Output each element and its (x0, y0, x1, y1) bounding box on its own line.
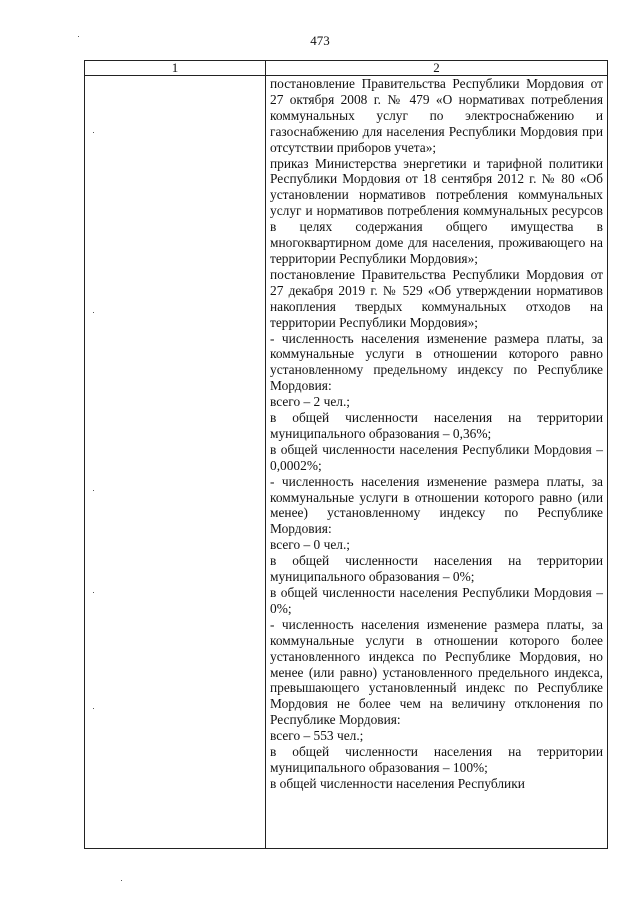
scan-speck (78, 36, 79, 37)
scan-speck (93, 592, 94, 593)
document-table (84, 60, 608, 849)
paragraph-municipal-share-2: в общей численности населения на территории муниципального образования – 0%; (270, 553, 603, 585)
cell-text (266, 76, 607, 792)
column-header-1: 1 (85, 61, 266, 76)
table-header-row (85, 61, 608, 76)
paragraph-total-2: всего – 2 чел.; (270, 394, 351, 410)
scan-speck (93, 132, 94, 133)
paragraph-order-2012: приказ Министерства энергетики и тарифной политики Республики Мордовия от 18 сентября 2012 г. № 80 «Об установлении нормативов потребления коммунальных услуг и нормативов потребления коммунальных ресурсов в целях содержания общего имущества в многоквартирном доме для населения, проживающего на территории Республики Мордовия»; (270, 155, 603, 266)
paragraph-republic-share-2: в общей численности населения Республики Мордовия – 0%; (270, 585, 603, 616)
page-number: 473 (310, 33, 330, 48)
scan-speck (93, 312, 94, 313)
paragraph-population-equal-limit: - численность населения изменение размера платы, за коммунальные услуги в отношении которого равно установленному предельному индексу по Республике Мордовия: (270, 330, 603, 394)
table-row (85, 76, 608, 849)
table-cell-column-1 (85, 76, 266, 849)
paragraph-municipal-share-3: в общей численности населения на территории муниципального образования – 100%; (270, 744, 603, 775)
table-cell-column-2 (266, 76, 608, 849)
paragraph-decree-2019: постановление Правительства Республики Мордовия от 27 декабря 2019 г. № 529 «Об утверждении нормативов накопления твердых коммунальных отходов на территории Республики Мордовия»; (270, 266, 603, 330)
paragraph-municipal-share-1: в общей численности населения на территории муниципального образования – 0,36%; (270, 410, 603, 441)
paragraph-republic-share-1: в общей численности населения Республики Мордовия – 0,0002%; (270, 441, 603, 473)
paragraph-decree-2008: постановление Правительства Республики Мордовия от 27 октября 2008 г. № 479 «О нормативах потребления коммунальных услуг по электроснабжению и газоснабжению для населения Республики Мордовия при отсутствии приборов учета»; (270, 76, 603, 155)
paragraph-republic-share-3: в общей численности населения Республики (270, 775, 525, 791)
paragraph-population-above-index: - численность населения изменение размера платы, за коммунальные услуги в отношении которого более установленного индекса по Республике Мордовия, но менее (или равно) установленного предельного индекса, превышающего установленный индекс по Республике Мордовия не более чем на величину отклонения по Республике Мордовия: (270, 616, 603, 728)
column-header-2: 2 (266, 61, 608, 76)
paragraph-total-553: всего – 553 чел.; (270, 728, 364, 744)
scan-speck (93, 708, 94, 709)
scan-speck (93, 490, 94, 491)
scan-speck (121, 880, 122, 881)
paragraph-total-0: всего – 0 чел.; (270, 537, 351, 553)
paragraph-population-equal-or-less: - численность населения изменение размера платы, за коммунальные услуги в отношении которого равно (или менее) установленному индексу по Республике Мордовия: (270, 473, 603, 537)
